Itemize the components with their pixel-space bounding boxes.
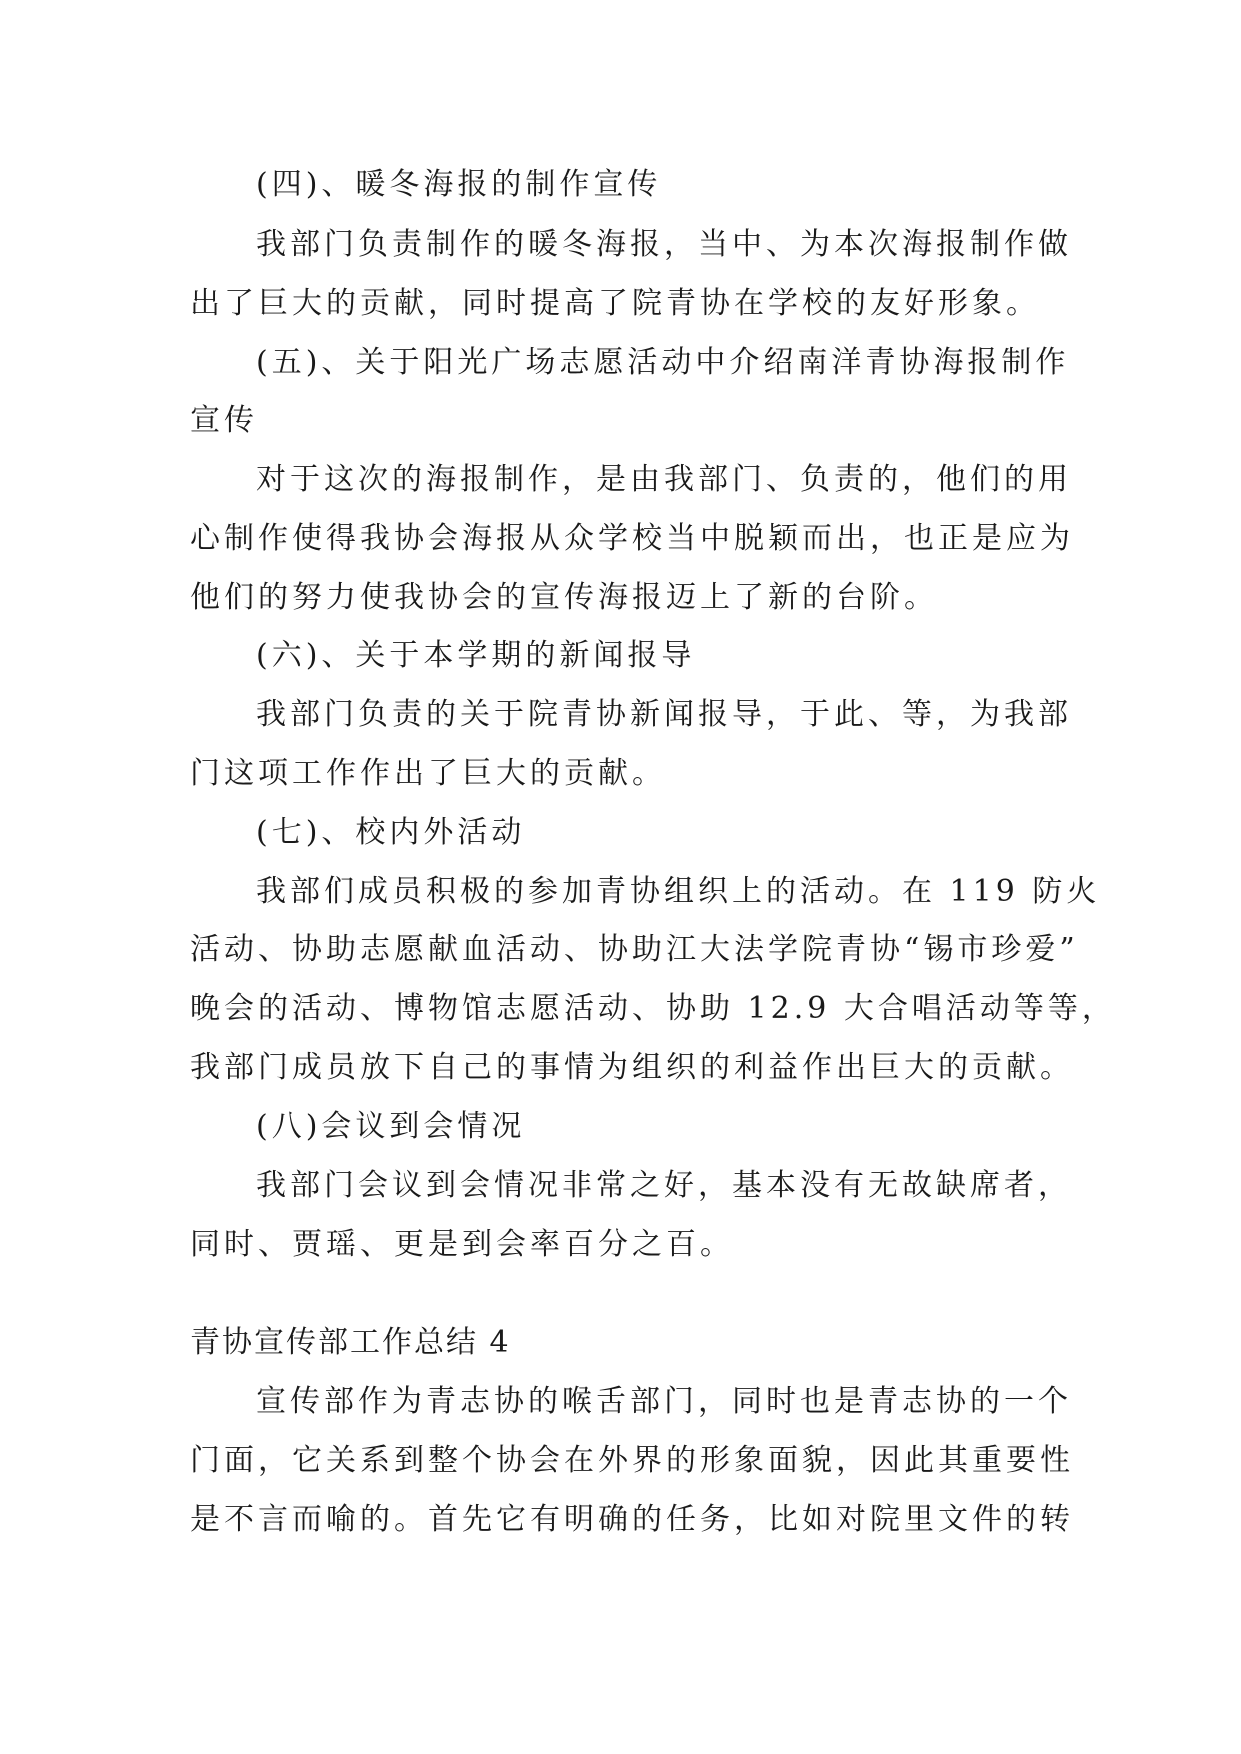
paragraph-line: 门面，它关系到整个协会在外界的形象面貌，因此其重要性: [190, 1443, 1074, 1478]
section-heading-5-cont: 宣传: [190, 403, 258, 438]
document-section-title: 青协宣传部工作总结 4: [190, 1325, 511, 1360]
paragraph-line: 对于这次的海报制作，是由我部门、负责的，他们的用: [256, 462, 1072, 497]
paragraph-line: 我部门负责制作的暖冬海报，当中、为本次海报制作做: [256, 227, 1072, 262]
paragraph-line: 我部门成员放下自己的事情为组织的利益作出巨大的贡献。: [190, 1050, 1074, 1085]
paragraph-line: 他们的努力使我协会的宣传海报迈上了新的台阶。: [190, 580, 938, 615]
section-heading-7: (七)、校内外活动: [256, 815, 526, 850]
paragraph-line: 同时、贾瑶、更是到会率百分之百。: [190, 1227, 734, 1262]
section-heading-5: (五)、关于阳光广场志愿活动中介绍南洋青协海报制作: [256, 345, 1070, 380]
paragraph-line: 宣传部作为青志协的喉舌部门，同时也是青志协的一个: [256, 1384, 1072, 1419]
paragraph-line: 我部门会议到会情况非常之好，基本没有无故缺席者，: [256, 1168, 1072, 1203]
paragraph-line: 心制作使得我协会海报从众学校当中脱颖而出，也正是应为: [190, 521, 1074, 556]
paragraph-line: 我部门负责的关于院青协新闻报导，于此、等，为我部: [256, 697, 1072, 732]
paragraph-line: 门这项工作作出了巨大的贡献。: [190, 756, 666, 791]
section-heading-8: (八)会议到会情况: [256, 1109, 526, 1144]
paragraph-line: 活动、协助志愿献血活动、协助江大法学院青协“锡市珍爱”: [190, 932, 1079, 967]
section-heading-4: (四)、暖冬海报的制作宣传: [256, 167, 662, 202]
paragraph-line: 晚会的活动、博物馆志愿活动、协助 12.9 大合唱活动等等，: [190, 991, 1116, 1026]
paragraph-line: 出了巨大的贡献，同时提高了院青协在学校的友好形象。: [190, 286, 1040, 321]
paragraph-line: 是不言而喻的。首先它有明确的任务，比如对院里文件的转: [190, 1502, 1074, 1537]
paragraph-line: 我部们成员积极的参加青协组织上的活动。在 119 防火: [256, 874, 1101, 909]
section-heading-6: (六)、关于本学期的新闻报导: [256, 638, 696, 673]
